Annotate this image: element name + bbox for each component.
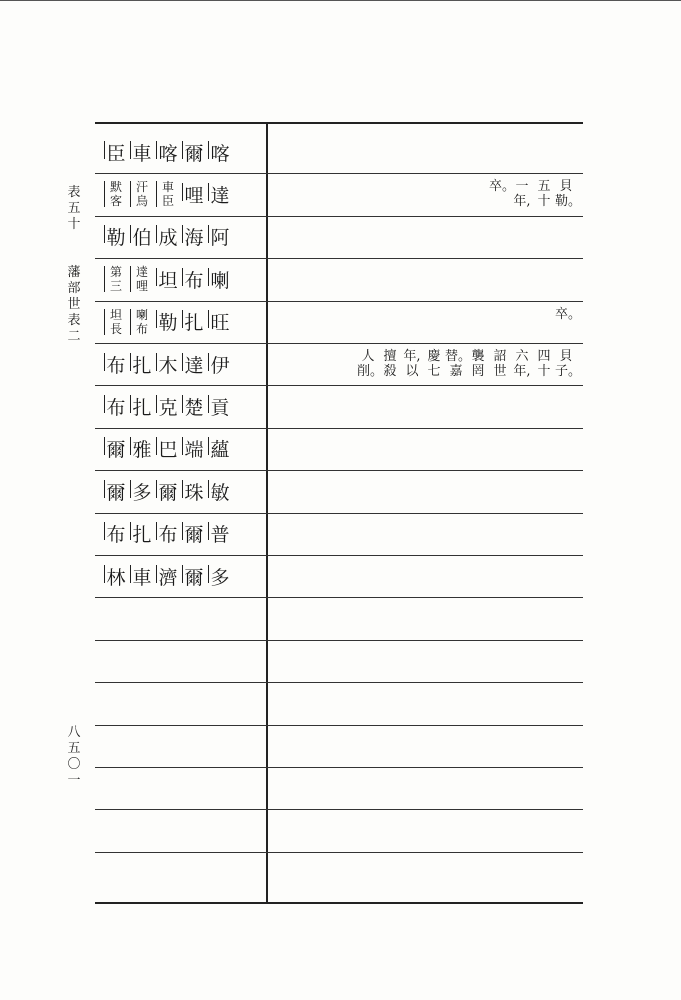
margin-title-char: 藩 [67,265,81,280]
page-number-char: 八 [67,725,81,740]
remark-cell [357,344,582,384]
name-char: 阿 [207,223,233,250]
remark-column [489,179,516,209]
name-char: 烏 [135,194,148,209]
remark-cell [555,302,582,342]
row-divider [95,725,583,726]
remark-char: 卒。 [555,306,582,322]
name-char: 車 [129,139,155,166]
name-char-stack [103,308,129,336]
remark-char: 罔 [471,364,485,379]
margin-title-char: 十 [67,217,81,232]
margin-title [66,185,82,345]
row-divider [95,809,583,810]
remark-column [445,349,472,379]
remark-column [423,349,445,379]
name-char: 爾 [181,139,207,166]
name-char: 三 [109,279,122,294]
remark-column [511,179,533,209]
name-char: 扎 [181,308,207,335]
name-char: 喀 [207,139,233,166]
name-char: 伊 [207,351,233,378]
name-char: 布 [155,520,181,547]
remark-column [533,349,555,379]
name-char: 端 [181,435,207,462]
name-char: 伯 [129,223,155,250]
remark-char: 世 [493,364,507,379]
page-number-char: 〇 [67,757,81,772]
remark-column [357,349,384,379]
remark-column [489,349,511,379]
name-char-stack [129,265,155,293]
remark-column [511,349,533,379]
name-char: 哩 [135,279,148,294]
name-char: 喇 [207,266,233,293]
remark-char: 年, [403,349,421,364]
remark-char: 詔 [493,349,507,364]
name-char: 臣 [103,139,129,166]
name-char-stack [103,180,129,208]
name-char: 爾 [181,563,207,590]
remark-char: 四 [537,349,551,364]
row-divider [95,597,583,598]
name-char: 巴 [155,435,181,462]
remark-char: 削。 [357,364,384,379]
name-char: 濟 [155,563,181,590]
name-char: 海 [181,223,207,250]
remark-char: 殺 [383,364,397,379]
name-char-stack [129,180,155,208]
name-char: 扎 [129,351,155,378]
remark-char [489,194,511,209]
name-char: 默 [109,180,122,195]
page-top-border [0,0,681,1]
table-bottom-rule [95,902,583,904]
name-char: 扎 [129,520,155,547]
name-char: 林 [103,563,129,590]
row-divider [95,682,583,683]
name-char: 扎 [129,393,155,420]
name-char: 普 [207,520,233,547]
name-char: 爾 [103,435,129,462]
margin-title-char: 二 [67,329,81,344]
remark-char: 卒。 [489,179,516,195]
row-divider [95,767,583,768]
remark-char: 年, [513,194,531,210]
name-char: 第 [109,265,122,280]
remark-char: 替。 [445,349,472,364]
name-char: 臣 [161,194,174,209]
name-char: 勒 [103,223,129,250]
remark-char: 貝 [559,179,573,195]
name-char: 爾 [103,478,129,505]
name-char: 客 [109,194,122,209]
name-cell [103,429,233,469]
name-cell [103,344,233,384]
name-char: 布 [103,351,129,378]
margin-title-char [66,249,82,265]
name-char: 達 [135,265,148,280]
name-char-stack [129,308,155,336]
name-cell [103,471,233,511]
remark-char: 貝 [559,349,573,364]
name-char: 車 [161,180,174,195]
row-divider [95,852,583,853]
name-char: 貢 [207,393,233,420]
margin-title-char: 表 [67,185,81,200]
name-char: 喀 [155,139,181,166]
name-cell [103,302,233,342]
remark-column [555,306,582,337]
remark-char: 七 [427,364,441,379]
remark-char: 擅 [383,349,397,364]
name-char: 蘊 [207,435,233,462]
remark-column [555,179,582,210]
page-number-char: 一 [67,773,81,788]
margin-title-char: 部 [67,281,81,296]
name-char: 布 [103,393,129,420]
name-cell [103,556,233,596]
name-char: 長 [109,321,122,336]
name-cell [103,217,233,257]
remark-column [401,349,423,379]
margin-title-char: 世 [67,297,81,312]
margin-page-number [66,725,82,789]
name-char: 布 [181,266,207,293]
name-char: 哩 [181,181,207,208]
name-char: 爾 [181,520,207,547]
remark-column [533,179,555,209]
name-char: 爾 [155,478,181,505]
name-char: 多 [207,563,233,590]
margin-title-char [66,233,82,249]
margin-title-char: 表 [67,313,81,328]
name-char: 敏 [207,478,233,505]
remark-char: 慶 [427,349,441,364]
remark-char: 嘉 [449,364,463,379]
name-char: 布 [103,520,129,547]
remark-char: 一 [515,179,529,195]
name-char: 坦 [109,307,122,322]
name-cell [103,386,233,426]
remark-char: 襲 [471,349,485,364]
remark-char [555,322,577,337]
name-char: 木 [155,351,181,378]
name-cell [103,132,233,172]
name-char: 坦 [155,266,181,293]
remark-char: 以 [405,364,419,379]
margin-title-char: 五 [67,201,81,216]
remark-char: 人 [361,349,375,364]
table-top-rule [95,122,583,124]
remark-column [467,349,489,379]
name-char: 汗 [135,180,148,195]
genealogy-table [95,122,583,904]
remark-char: 六 [515,349,529,364]
remark-column [379,349,401,379]
remark-cell [489,174,582,214]
name-char: 勒 [155,308,181,335]
remark-char: 勒。 [555,194,582,210]
remark-char: 十 [537,194,551,210]
name-char: 多 [129,478,155,505]
name-char: 車 [129,563,155,590]
name-cell [103,174,233,214]
remark-char: 子。 [555,364,582,379]
name-char: 旺 [207,308,233,335]
name-char: 成 [155,223,181,250]
name-char-stack [155,180,181,208]
name-char: 雅 [129,435,155,462]
remark-char: 年, [513,364,531,379]
name-char: 珠 [181,478,207,505]
name-char: 喇 [135,307,148,322]
name-char: 布 [135,321,148,336]
remark-char: 十 [537,364,551,379]
name-char: 達 [207,181,233,208]
name-cell [103,514,233,554]
name-char: 楚 [181,393,207,420]
remark-char: 五 [537,179,551,195]
row-divider [95,640,583,641]
name-char: 克 [155,393,181,420]
name-cell [103,259,233,299]
name-char-stack [103,265,129,293]
page-number-char: 五 [67,741,81,756]
name-char: 達 [181,351,207,378]
remark-column [555,349,582,379]
